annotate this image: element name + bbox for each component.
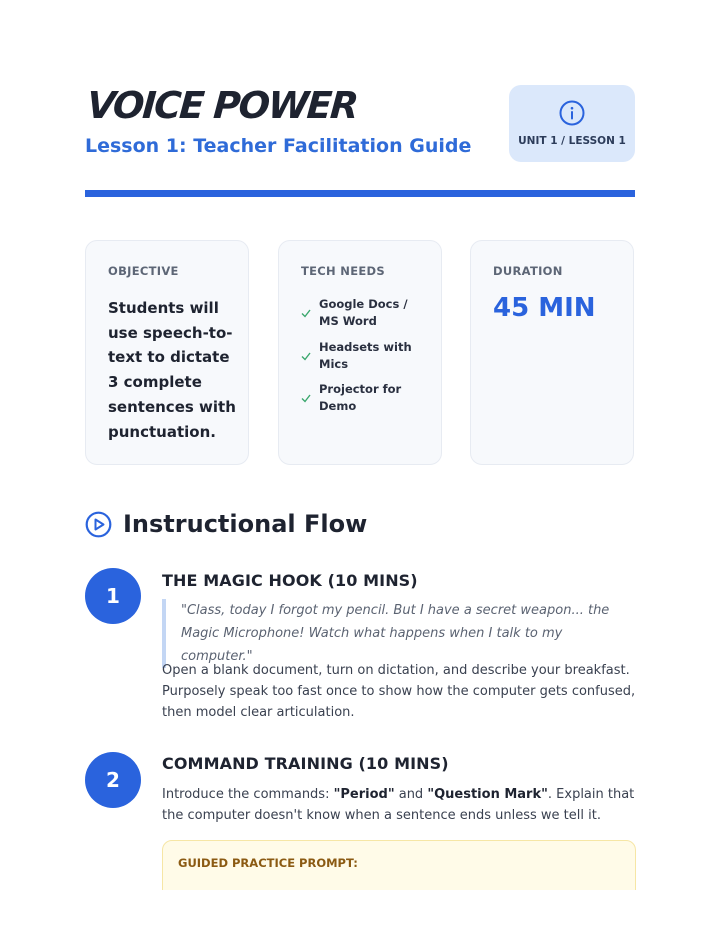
tech-item-label: Headsets with Mics (319, 339, 412, 371)
duration-value: 45 MIN (493, 293, 596, 323)
section-title: Instructional Flow (123, 510, 368, 538)
list-item (301, 381, 433, 424)
page-bottom-margin (0, 890, 720, 932)
step-quote: "Class, today I forgot my pencil. But I have a secret weapon... the Magic Microphone! Watch what happens when I talk to my computer." (162, 599, 636, 668)
step-number-badge: 1 (85, 568, 141, 624)
page-header (85, 80, 635, 200)
unit-badge-text: UNIT 1 / LESSON 1 (518, 135, 626, 147)
objective-label: OBJECTIVE (108, 264, 179, 278)
command-question-mark: "Question Mark" (427, 787, 548, 802)
tech-item-label: Google Docs / MS Word (319, 297, 408, 328)
unit-badge (509, 85, 635, 162)
step-description: Open a blank document, turn on dictation, and describe your breakfast. Purposely speak too fast once to show how the computer gets confused, then model clear articulation. (162, 663, 636, 720)
guided-practice-label: GUIDED PRACTICE PROMPT: (178, 856, 358, 870)
tech-item-label: Projector for Demo (319, 382, 402, 413)
step-text: and (394, 787, 428, 802)
command-period: "Period" (333, 787, 395, 802)
step-title: THE MAGIC HOOK (10 MINS) (162, 571, 418, 590)
duration-label: DURATION (493, 264, 563, 278)
tech-needs-label: TECH NEEDS (301, 264, 385, 278)
step-description (162, 784, 640, 826)
page-title: VOICE POWER (85, 84, 359, 127)
tech-needs-card (278, 240, 442, 465)
play-circle-icon (85, 511, 112, 538)
step-title: COMMAND TRAINING (10 MINS) (162, 754, 449, 773)
page-subtitle: Lesson 1: Teacher Facilitation Guide (85, 135, 472, 157)
step-number-badge: 2 (85, 752, 141, 808)
step-text: . Explain that the computer doesn't know when a sentence ends unless we tell it. (162, 787, 635, 823)
header-divider (85, 190, 635, 197)
check-icon (301, 393, 311, 403)
info-icon (559, 100, 585, 126)
step-text: Introduce the commands: (162, 787, 334, 802)
list-item (301, 296, 433, 339)
tech-needs-list (301, 296, 433, 424)
objective-text: Students will use speech-to-text to dictate 3 complete sentences with punctuation. (108, 299, 236, 441)
list-item (301, 339, 433, 382)
duration-card (470, 240, 634, 465)
check-icon (301, 308, 311, 318)
objective-card (85, 240, 249, 465)
check-icon (301, 351, 311, 361)
